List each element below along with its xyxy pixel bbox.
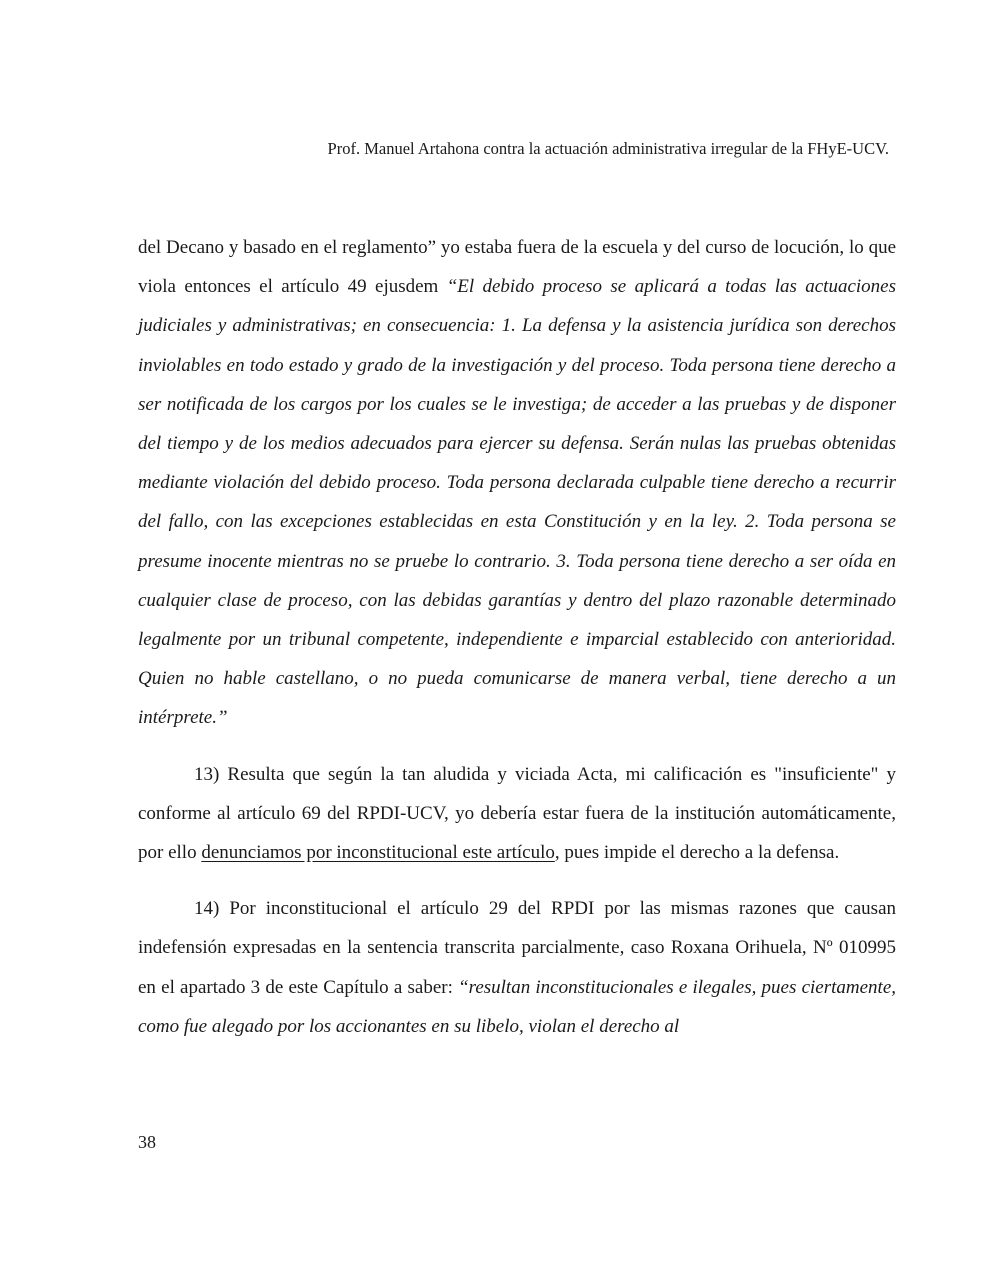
paragraph-text: del Decano y basado en el reglamento” yo estaba fuera de la escuela y del curso de locución, lo que viola entonces el artículo 49 ejusdem xyxy=(138,237,896,298)
paragraph-text: 14) Por inconstitucional el artículo 29 del RPDI por las mismas razones que causan indefensión expresadas en la sentencia transcrita parcialmente, caso Roxana Orihuela, Nº 010995 en el apartado 3 de este Capítulo a saber: xyxy=(138,898,896,998)
paragraph-13 xyxy=(138,755,896,873)
quoted-article-text: “El debido proceso se aplicará a todas las actuaciones judiciales y administrativas; en consecuencia: 1. La defensa y la asistencia jurídica son derechos inviolables en todo estado y grado de la investigación y del proceso. Toda persona tiene derecho a ser notificada de los cargos por los cuales se le investiga; de acceder a las pruebas y de disponer del tiempo y de los medios adecuados para ejercer su defensa. Serán nulas las pruebas obtenidas mediante violación del debido proceso. Toda persona declarada culpable tiene derecho a recurrir del fallo, con las excepciones establecidas en esta Constitución y en la ley. 2. Toda persona se presume inocente mientras no se pruebe lo contrario. 3. Toda persona tiene derecho a ser oída en cualquier clase de proceso, con las debidas garantías y dentro del plazo razonable determinado legalmente por un tribunal competente, independiente e imparcial establecido con anterioridad. Quien no hable castellano, o no pueda comunicarse de manera verbal, tiene derecho a un intérprete.” xyxy=(138,276,896,729)
quoted-sentence-text: “resultan inconstitucionales e ilegales, pues ciertamente, como fue alegado por los accionantes en su libelo, violan el derecho al xyxy=(138,976,896,1037)
running-header: Prof. Manuel Artahona contra la actuación administrativa irregular de la FHyE-UCV. xyxy=(327,139,889,158)
paragraph-text: 13) Resulta que según la tan aludida y viciada Acta, mi calificación es "insuficiente" y conforme al artículo 69 del RPDI-UCV, yo debería estar fuera de la institución automáticamente, por ello xyxy=(138,763,896,864)
paragraph-14 xyxy=(138,889,896,1046)
paragraph-text: , pues impide el derecho a la defensa. xyxy=(554,842,840,864)
page-number: 38 xyxy=(138,1132,156,1152)
paragraph-article-49 xyxy=(138,228,896,738)
underlined-statement: denunciamos por inconstitucional este artículo xyxy=(201,842,555,864)
body-text xyxy=(138,228,896,1046)
